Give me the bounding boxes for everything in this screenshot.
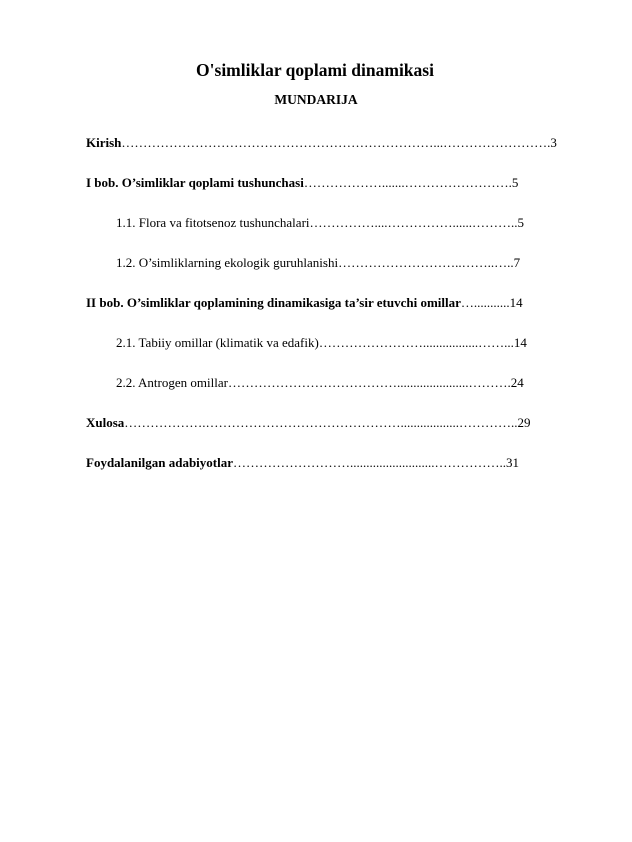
toc-entry-kirish <box>86 134 556 152</box>
toc-leader: ……………….......……………………. <box>303 175 512 190</box>
toc-entry-title: 2.2. Antrogen omillar <box>116 375 228 390</box>
toc-entry-section-1-1 <box>116 214 564 232</box>
document-title: O'simliklar qoplami dinamikasi <box>196 60 434 80</box>
toc-entry-section-2-2 <box>116 374 564 392</box>
toc-entry-references <box>86 454 564 472</box>
toc-page-number: 5 <box>517 215 525 230</box>
toc-leader: ………………………..……..….. <box>338 255 514 270</box>
toc-leader: …........... <box>460 295 510 310</box>
toc-entry-title: 2.1. Tabiiy omillar (klimatik va edafik) <box>116 335 319 350</box>
toc-page-number: .24 <box>507 375 524 390</box>
toc-entry-chapter-1 <box>86 174 556 192</box>
toc-entry-title: Kirish <box>86 135 122 150</box>
toc-entry-section-1-2 <box>116 254 564 272</box>
toc-entry-section-2-1 <box>116 334 564 352</box>
toc-entry-xulosa <box>86 414 564 432</box>
toc-entry-title: I bob. O’simliklar qoplami tushunchasi <box>86 175 304 190</box>
toc-entry-chapter-2 <box>86 294 564 312</box>
toc-leader: ………………………………………………………………...……………………. <box>121 135 551 150</box>
toc-page-number: 14 <box>513 335 527 350</box>
toc-entry-title: 1.2. O’simliklarning ekologik guruhlanishi <box>116 255 339 270</box>
toc-entry-title: Xulosa <box>86 415 125 430</box>
toc-leader: ……………….………………………………………..................…………. <box>124 415 515 430</box>
toc-leader: ……………....……………......……….. <box>309 215 518 230</box>
toc-page-number: .29 <box>514 415 531 430</box>
toc-leader: …………………………………......................……… <box>227 375 508 390</box>
toc-page-number: 14 <box>509 295 523 310</box>
toc-entry-title: II bob. O’simliklar qoplamining dinamikasiga ta’sir etuvchi omillar <box>86 295 461 310</box>
toc-page-number: 31 <box>506 455 519 470</box>
toc-page-number: 5 <box>511 175 519 190</box>
toc-page-number: 3 <box>550 135 557 150</box>
toc-heading: MUNDARIJA <box>274 92 358 107</box>
toc-page-number: 7 <box>513 255 521 270</box>
toc-leader: …………………….................……... <box>318 335 514 350</box>
toc-entry-title: Foydalanilgan adabiyotlar <box>86 455 233 470</box>
toc-entry-title: 1.1. Flora va fitotsenoz tushunchalari <box>116 215 310 230</box>
toc-leader: ………………………..........................…………….. <box>233 455 506 470</box>
